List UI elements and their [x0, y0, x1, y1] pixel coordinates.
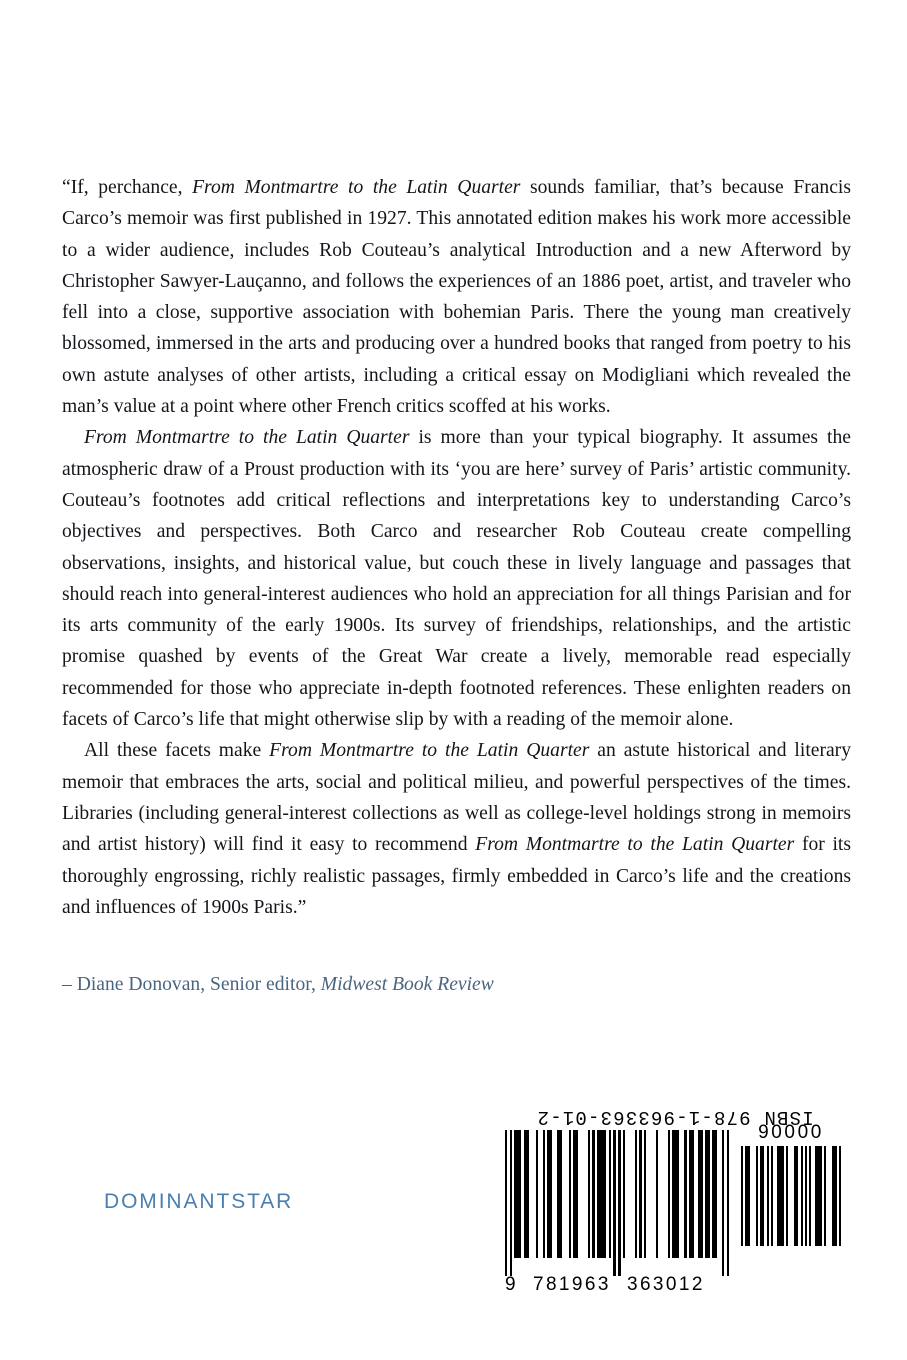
review-attribution [62, 969, 494, 1000]
barcode-bar [623, 1130, 625, 1258]
barcode-bar [741, 1146, 743, 1246]
ean13-digits-right: 363012 [627, 1274, 705, 1295]
barcode-bar [767, 1146, 769, 1246]
blurb-text: “If, perchance, [62, 177, 193, 198]
barcode-bar [609, 1130, 611, 1258]
blurb-text: an astute historical and literary memoir that embraces the arts, social and political milieu, and powerful perspectives of the times. Libraries (including general-interest collections as well as college-level holdings strong in memoirs and artist history) will find it easy to recommend [62, 740, 852, 856]
barcode-bar [573, 1130, 578, 1258]
book-title-italic: From Montmartre to the Latin Quarter [84, 427, 410, 449]
blurb-text: All these facets make [84, 740, 270, 762]
barcode-bar [727, 1130, 729, 1276]
barcode-bar [839, 1146, 841, 1246]
barcode-bar [771, 1146, 773, 1246]
barcode-bar [824, 1146, 826, 1246]
blurb-paragraph [62, 422, 851, 735]
barcode-bar [805, 1146, 807, 1246]
barcode-bar [597, 1130, 606, 1258]
barcode-bar [635, 1130, 637, 1258]
review-blurb [62, 172, 851, 923]
barcode-block [505, 1106, 845, 1296]
barcode-bar [588, 1130, 590, 1258]
barcode-bar [639, 1130, 641, 1258]
book-title-italic: From Montmartre to the Latin Quarter [475, 834, 795, 856]
ean13-digit-lead: 9 [505, 1274, 516, 1295]
barcode-bar [524, 1130, 529, 1258]
book-title-italic: From Montmartre to the Latin Quarter [192, 177, 521, 198]
barcode-bar [756, 1146, 758, 1246]
publisher-logo: DOMINANTSTAR [104, 1190, 294, 1213]
barcode-bar [514, 1130, 521, 1258]
attribution-prefix: – Diane Donovan, Senior editor, [62, 974, 321, 995]
barcode-bar [705, 1130, 710, 1258]
barcode-bar [722, 1130, 724, 1276]
barcode-bar [505, 1130, 507, 1276]
barcode-bar [786, 1146, 788, 1246]
barcode-bar [760, 1146, 764, 1246]
barcode-bar [592, 1130, 594, 1258]
addon-barcode [741, 1146, 841, 1260]
barcode-bar [689, 1130, 694, 1258]
barcode-bar [547, 1130, 552, 1258]
addon-digits: 90000 [758, 1122, 824, 1143]
barcode-bar [569, 1130, 571, 1258]
ean13-digits-left: 781963 [533, 1274, 611, 1295]
barcode-bar [613, 1130, 615, 1276]
attribution-publication: Midwest Book Review [320, 974, 494, 995]
barcode-bar [618, 1130, 620, 1276]
barcode-bar [684, 1130, 686, 1258]
blurb-text: is more than your typical biography. It assumes the atmospheric draw of a Proust production with its ‘you are here’ survey of Paris’ artistic community. Couteau’s footnotes add critical reflections and interpretations key to understanding Carco’s objectives and perspectives. Both Carco and researcher Rob Couteau create compelling observations, insights, and historical value, but couch these in lively language and passages that should reach into general-interest audiences who hold an appreciation for all things Parisian and for its arts community of the early 1900s. Its survey of friendships, relationships, and the artistic promise quashed by events of the Great War create a lively, memorable read especially recommended for those who appreciate in-depth footnoted references. These enlighten readers on facets of Carco’s life that might otherwise slip by with a reading of the memoir alone. [62, 427, 851, 731]
barcode-bar [644, 1130, 646, 1258]
barcode-bar [777, 1146, 783, 1246]
barcode-bar [712, 1130, 717, 1258]
blurb-paragraph [62, 172, 851, 422]
barcode-bar [832, 1146, 836, 1246]
barcode-bar [510, 1130, 512, 1276]
barcode-bar [809, 1146, 811, 1246]
ean13-barcode [505, 1130, 729, 1276]
blurb-text: for its thoroughly engrossing, richly realistic passages, firmly embedded in Carco’s life and the creations and influences of 1900s Paris.” [62, 834, 852, 918]
barcode-bar [815, 1146, 821, 1246]
isbn-caption: ISBN 978-1-963363-01-2 [536, 1106, 814, 1128]
barcode-bar [668, 1130, 670, 1258]
barcode-bar [745, 1146, 749, 1246]
barcode-bar [801, 1146, 803, 1246]
barcode-bar [698, 1130, 703, 1258]
barcode-bar [656, 1130, 658, 1258]
blurb-paragraph [62, 735, 851, 923]
blurb-text: sounds familiar, that’s because Francis Carco’s memoir was first published in 1927. This annotated edition makes his work more accessible to a wider audience, includes Rob Couteau’s analytical Introduction and a new Afterword by Christopher Sawyer-Lauçanno, and follows the experiences of an 1886 poet, artist, and traveler who fell into a close, supportive association with bohemian Paris. There the young man creatively blossomed, immersed in the arts and producing over a hundred books that ranged from poetry to his own astute analyses of other artists, including a critical essay on Modigliani which revealed the man’s value at a point where other French critics scoffed at his works. [62, 177, 851, 418]
barcode-bar [794, 1146, 798, 1246]
barcode-bar [557, 1130, 562, 1258]
book-title-italic: From Montmartre to the Latin Quarter [269, 740, 590, 762]
barcode-bar [543, 1130, 545, 1258]
barcode-bar [672, 1130, 679, 1258]
barcode-bar [536, 1130, 538, 1258]
